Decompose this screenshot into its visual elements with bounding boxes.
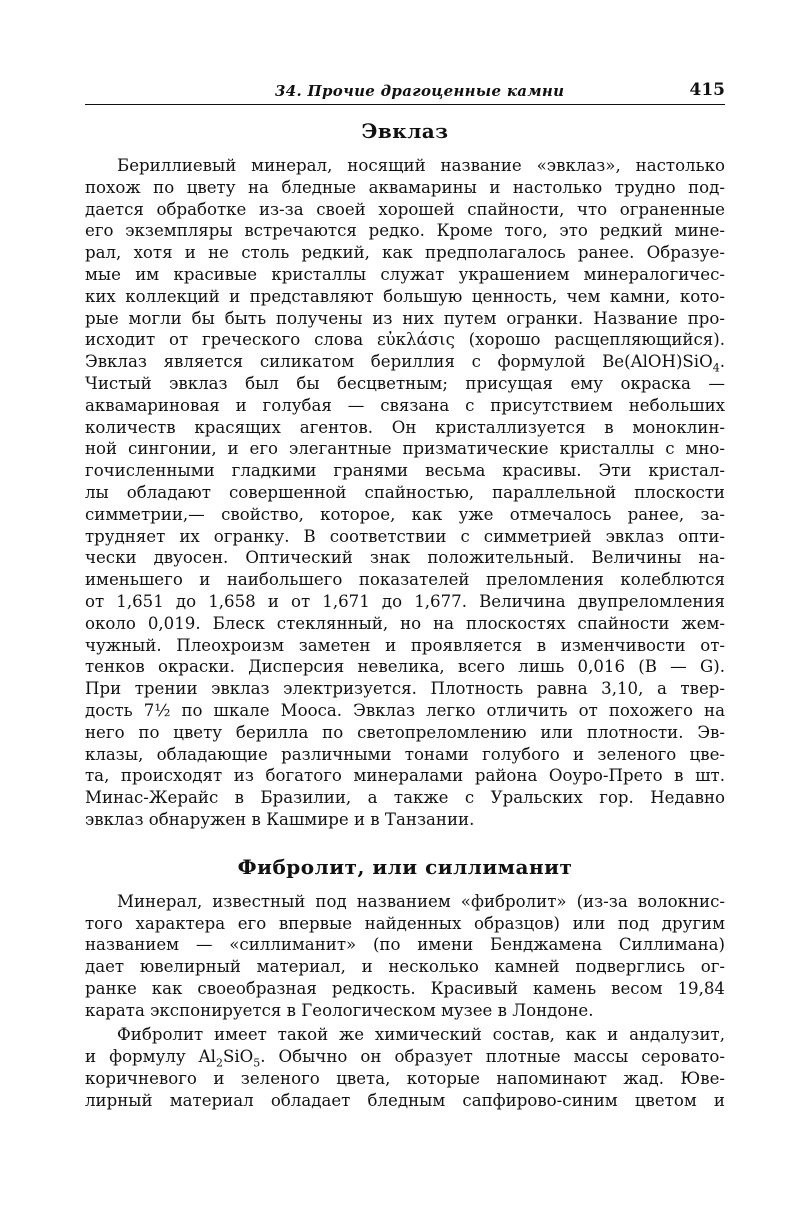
text-line: При трении эвклаз электризуется. Плотность равна 3,10, а твер- [85,679,725,699]
paragraph-euclase [85,155,725,831]
text-line: названием — «силлиманит» (по имени Бенджамена Силлимана) [85,935,725,955]
text-line: того характера его впервые найденных образцов) или под другим [85,913,725,933]
formula-text: SiO [222,1047,254,1067]
formula-subscript: 2 [215,1056,223,1070]
text-line: ких коллекций и представляют большую ценность, чем камни, кото- [85,286,725,306]
text-line: ранке как своеобразная редкость. Красивый камень весом 19,84 [85,978,725,998]
text-line: та, происходят из богатого минералами района Ооуро-Прето в шт. [85,766,725,786]
page-number: 415 [689,80,725,100]
text-line: эвклаз обнаружен в Кашмире и в Танзании. [85,809,475,829]
text-line: Минас-Жерайс в Бразилии, а также с Уральских гор. Недавно [85,788,725,808]
paragraph-lines [85,1068,725,1112]
text-line: около 0,019. Блеск стеклянный, но на плоскостях спайности жем- [85,613,725,633]
text-line: клазы, обладающие различными тонами голубого и зеленого цве- [85,744,725,764]
text-line: ной сингонии, и его элегантные призматические кристаллы с мно- [85,439,725,459]
text-line: аквамариновая и голубая — связана с присутствием небольших [85,395,725,415]
text-line: коричневого и зеленого цвета, которые напоминают жад. Юве- [85,1069,725,1089]
text-line: его экземпляры встречаются редко. Кроме того, это редкий мине- [85,221,725,241]
formula-subscript: 4 [712,361,720,375]
paragraph-lines [85,373,725,831]
text-line: дается обработке из-за своей хорошей спайности, что ограненные [85,199,725,219]
paragraph-lines [85,891,725,1022]
text-line: тенков окраски. Дисперсия невелика, всего лишь 0,016 (B — G). [85,657,725,677]
text-line: дость 7½ по шкале Мооса. Эвклаз легко отличить от похожего на [85,700,725,720]
text-line: Чистый эвклаз был бы бесцветным; присущая ему окраска — [85,373,725,393]
text-line-formula [85,1046,725,1068]
text-line: от 1,651 до 1,658 и от 1,671 до 1,677. Величина двупреломления [85,591,725,611]
text-line: дает ювелирный материал, и несколько камней подверглись ог- [85,957,725,977]
paragraph-lines [85,155,725,351]
text-line: симметрии,— свойство, которое, как уже отмечалось ранее, за- [85,504,725,524]
section-title-euclase: Эвклаз [361,119,449,143]
paragraph-fibrolite-1 [85,891,725,1022]
running-title: 34. Прочие драгоценные камни [275,82,565,100]
text-line: Минерал, известный под названием «фибролит» (из-за волокнис- [117,891,725,911]
text-line: мые им красивые кристаллы служат украшением минералогичес- [85,264,725,284]
text-line: рал, хотя и не столь редкий, как предполагалось ранее. Образуе- [85,243,725,263]
text-line: лы обладают совершенной спайностью, параллельной плоскости [85,482,725,502]
text-line: именьшего и наибольшего показателей преломления колеблются [85,570,725,590]
text-line: похож по цвету на бледные аквамарины и настолько трудно под- [85,177,725,197]
text-line: чески двуосен. Оптический знак положительный. Величины на- [85,548,725,568]
text-line: исходит от греческого слова εὐκλάσις (хорошо расщепляющийся). [85,330,725,350]
text-line: рые могли бы быть получены из них путем огранки. Название про- [85,308,725,328]
formula-text: . Обычно он образует плотные массы серовато- [260,1047,725,1067]
text-line: него по цвету берилла по светопреломлению или плотности. Эв- [85,722,725,742]
text-line: трудняет их огранку. В соответствии с симметрией эвклаз опти- [85,526,725,546]
formula-end: . [719,352,725,372]
text-line: чужный. Плеохроизм заметен и проявляется в изменчивости от- [85,635,725,655]
book-page [85,78,725,1112]
running-header [85,78,725,105]
formula-text: Эвклаз является силикатом бериллия с формулой Be(AlOH)SiO [85,352,713,372]
text-line-formula [85,351,725,373]
formula-text: и формулу Al [85,1047,216,1067]
text-line: Фибролит имеет такой же химический состав, как и андалузит, [117,1025,725,1045]
text-line: Бериллиевый минерал, носящий название «эвклаз», настолько [117,156,725,175]
text-line: карата экспонируется в Геологическом музее в Лондоне. [85,1000,594,1020]
formula-subscript: 5 [253,1056,261,1070]
text-line: гочисленными гладкими гранями весьма красивы. Эти кристал- [85,461,725,481]
text-line: лирный материал обладает бледным сапфирово-синим цветом и [85,1090,725,1110]
paragraph-fibrolite-2 [85,1024,725,1111]
section-title-fibrolite: Фибролит, или силлиманит [237,854,573,879]
text-line: количеств красящих агентов. Он кристаллизуется в моноклин- [85,417,725,437]
